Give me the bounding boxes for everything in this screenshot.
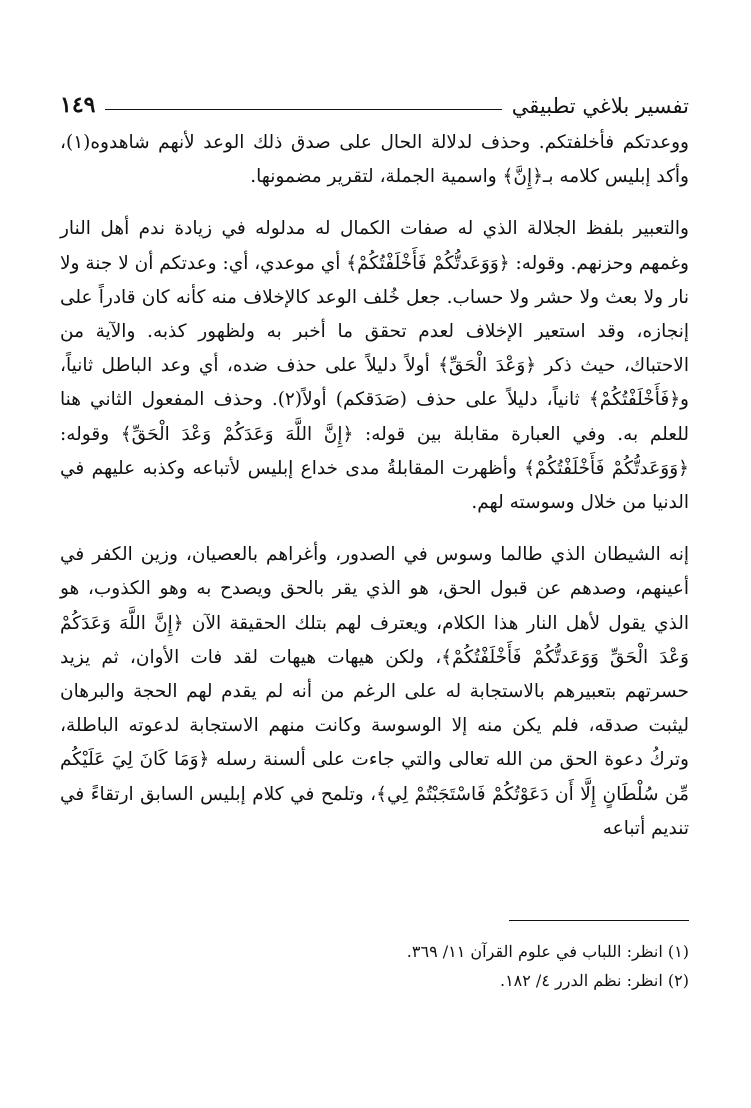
book-page xyxy=(60,84,689,1078)
footnotes xyxy=(60,920,689,995)
footnote-2: (٢) انظر: نظم الدرر ٤/ ١٨٢. xyxy=(499,971,689,990)
paragraph-2: والتعبير بلفظ الجلالة الذي له صفات الكمال له مدلوله في زيادة ندم أهل النار وغمهم وحزنهم. وقوله: ﴿وَوَعَدتُّكُمْ فَأَخْلَفْتُكُمْ﴾ أي موعدي، أي: وعدتكم أن لا جنة ولا نار ولا بعث ولا حشر ولا حساب. جعل خُلف الوعد كالإخلاف منه كأنه كان قادراً على إنجازه، وقد استعير الإخلاف لعدم تحقق ما أخبر به ولظهور كذبه. والآية من الاحتباك، حيث ذكر ﴿وَعْدَ الْحَقِّ﴾ أولاً دليلاً على حذف ضده، أي وعد الباطل ثانياً، و﴿فَأَخْلَفْتُكُمْ﴾ ثانياً، دليلاً على حذف (صَدَقكم) أولاً(٢). وحذف المفعول الثاني هنا للعلم به. وفي العبارة مقابلة بين قوله: ﴿إِنَّ اللَّهَ وَعَدَكُمْ وَعْدَ الْحَقِّ﴾ وقوله: ﴿وَوَعَدتُّكُمْ فَأَخْلَفْتُكُمْ﴾ وأظهرت المقابلةُ مدى خداع إبليس لأتباعه وكذبه عليهم في الدنيا من خلال وسوسته لهم. xyxy=(60,218,689,514)
page-number: ١٤٩ xyxy=(60,92,96,118)
paragraph-1: ووعدتكم فأخلفتكم. وحذف لدلالة الحال على صدق ذلك الوعد لأنهم شاهدوه(١)، وأكد إبليس كلامه بـ﴿إِنَّ﴾ واسمية الجملة، لتقرير مضمونها. xyxy=(60,132,689,188)
main-text xyxy=(60,126,689,846)
header-divider xyxy=(105,109,501,110)
footnote-1: (١) انظر: اللباب في علوم القرآن ١١/ ٣٦٩. xyxy=(406,942,689,961)
running-title: تفسير بلاغي تطبيقي xyxy=(511,94,689,118)
paragraph-3: إنه الشيطان الذي طالما وسوس في الصدور، وأغراهم بالعصيان، وزين الكفر في أعينهم، وصدهم عن قبول الحق، هو الذي يقر بالحق ويصدح به وهو الكذوب، هو الذي يقول لأهل النار هذا الكلام، ويعترف لهم بتلك الحقيقة الآن ﴿إِنَّ اللَّهَ وَعَدَكُمْ وَعْدَ الْحَقِّ وَوَعَدتُّكُمْ فَأَخْلَفْتُكُمْ﴾، ولكن هيهات هيهات لقد فات الأوان، ثم يزيد حسرتهم بتعبيرهم بالاستجابة له على الرغم من أنه لم يقدم لهم الحجة والبرهان ليثبت صدقه، فلم يكن منه إلا الوسوسة وكانت منهم الاستجابة لدعوته الباطلة، وتركُ دعوة الحق من الله تعالى والتي جاءت على ألسنة رسله ﴿وَمَا كَانَ لِيَ عَلَيْكُم مِّن سُلْطَانٍ إِلَّا أَن دَعَوْتُكُمْ فَاسْتَجَبْتُمْ لِي﴾، وتلمح في كلام إبليس السابق ارتقاءً في تنديم أتباعه xyxy=(60,544,689,839)
page-header xyxy=(60,84,689,118)
footnote-divider xyxy=(509,920,689,921)
